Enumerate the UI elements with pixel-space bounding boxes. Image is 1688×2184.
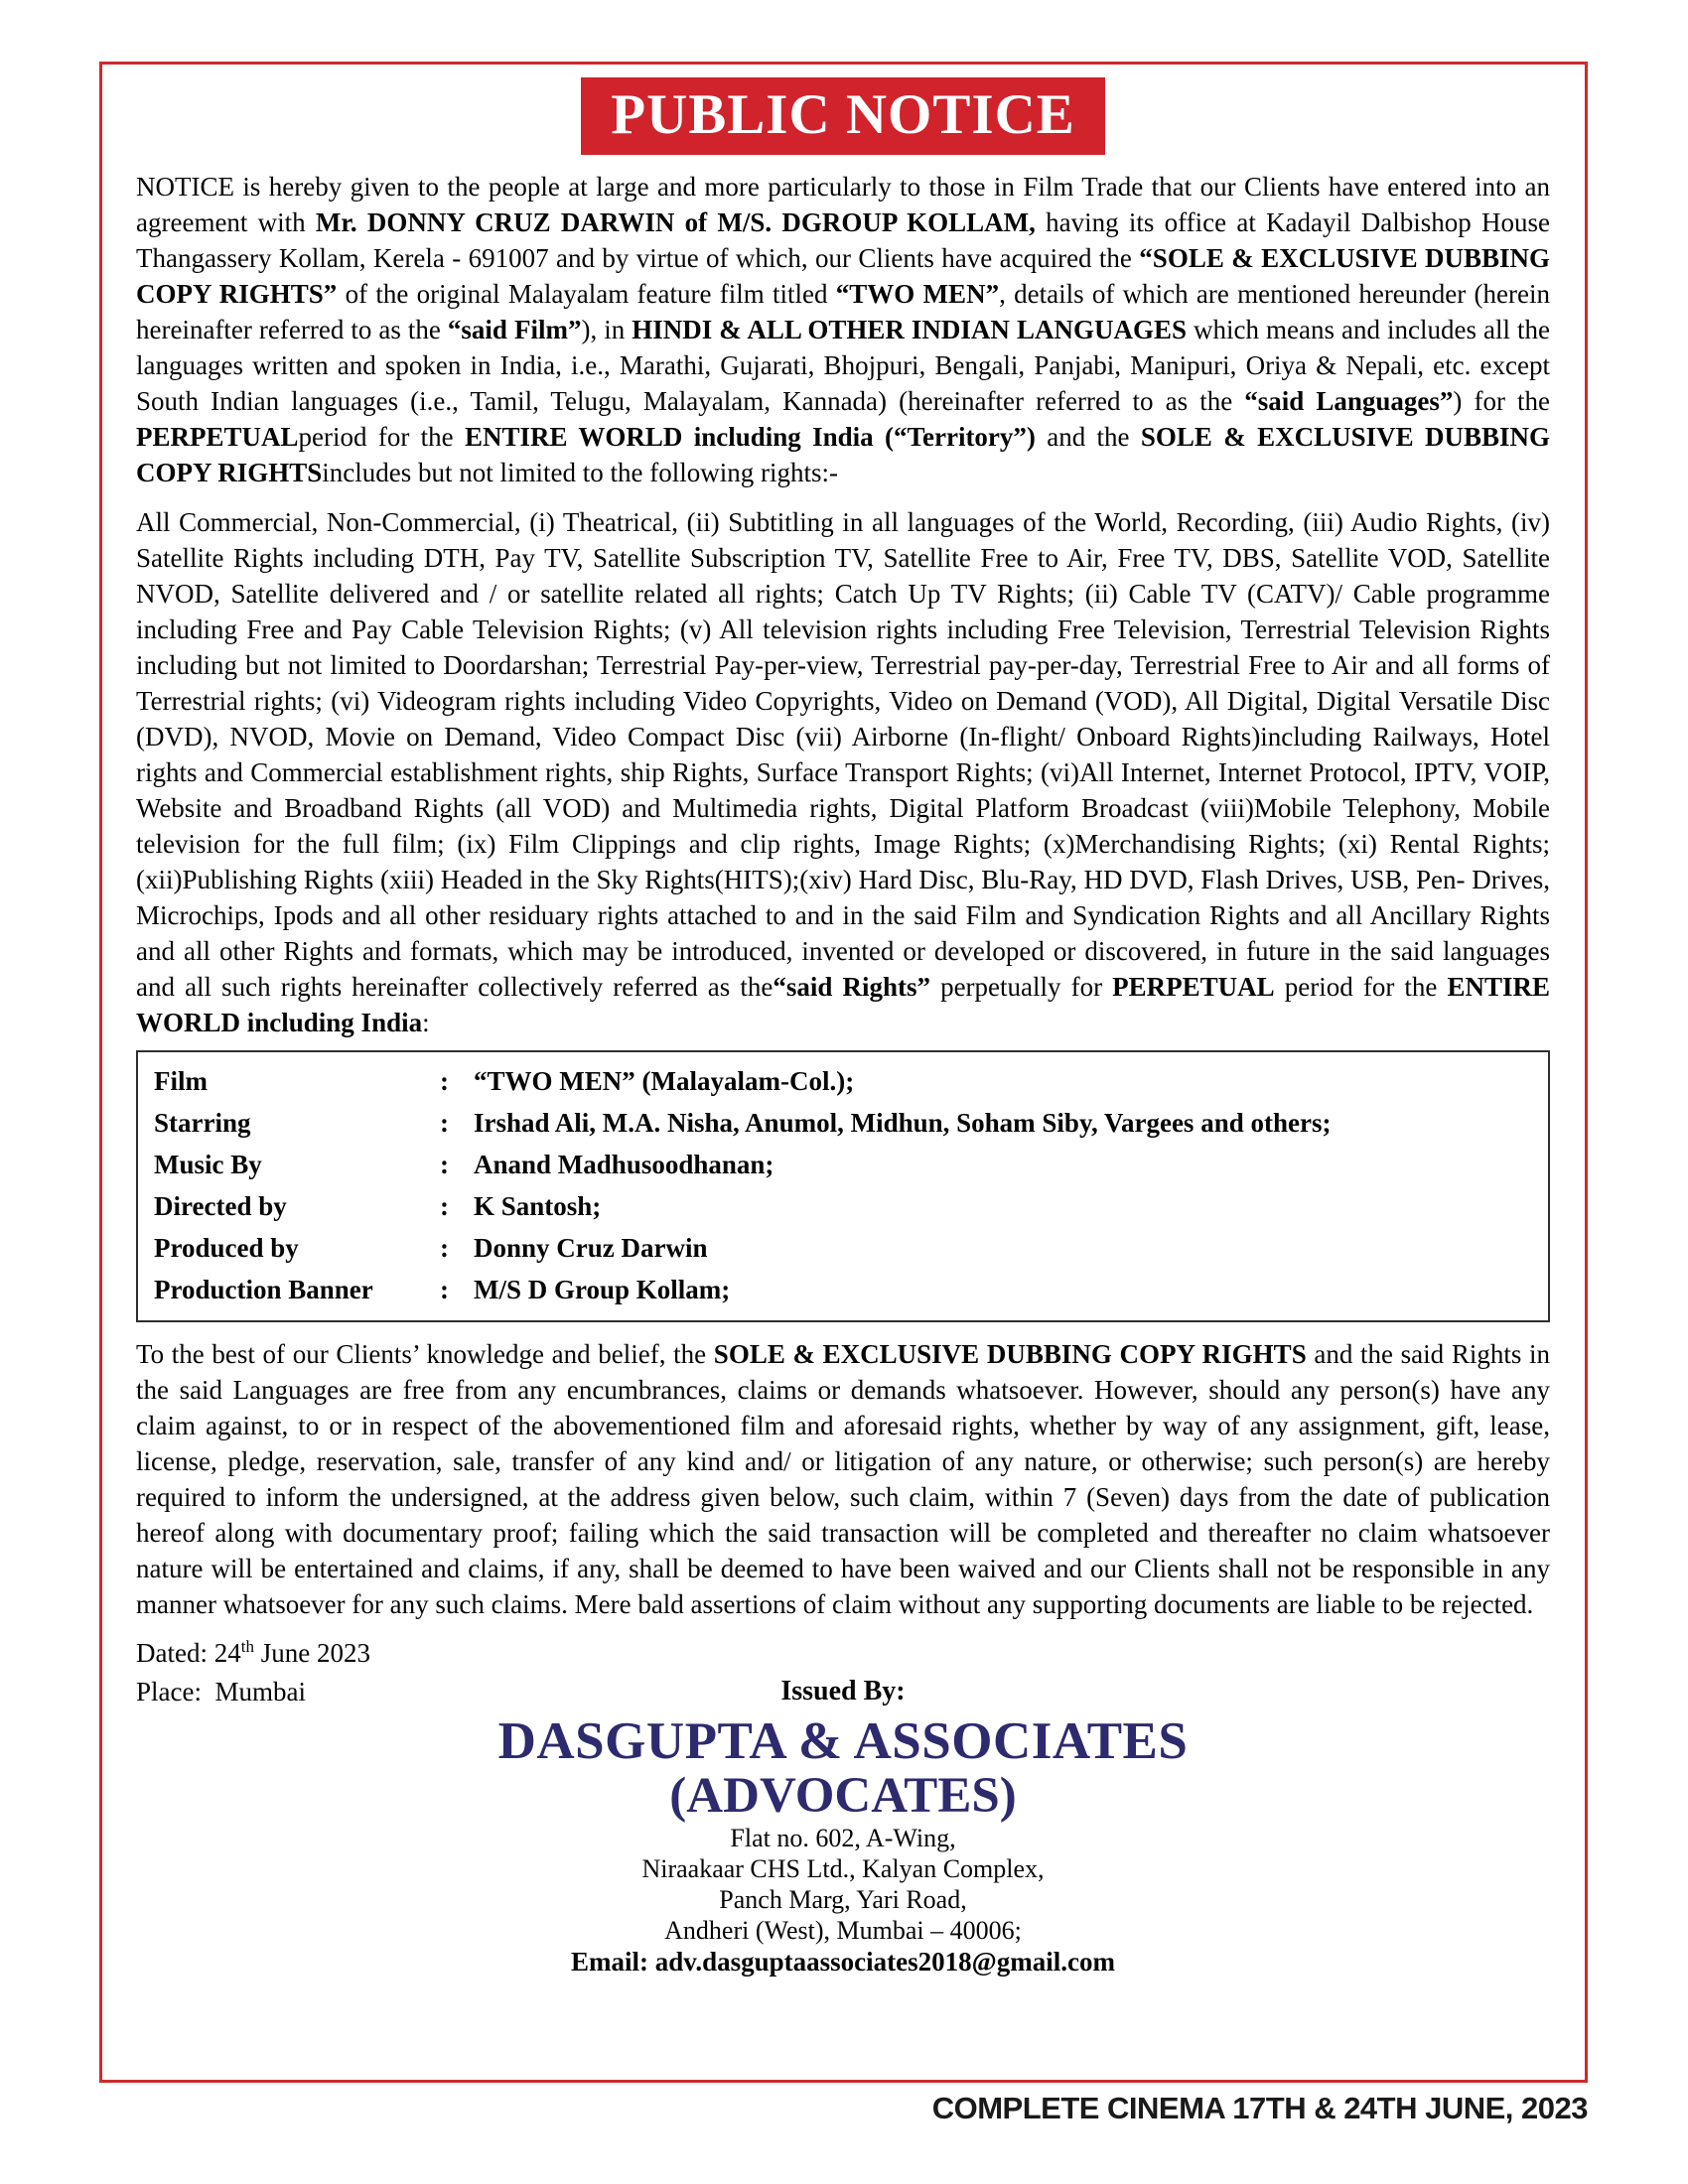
film-row-colon: : [440, 1108, 449, 1138]
film-row-value: Donny Cruz Darwin [474, 1233, 708, 1263]
film-row-label: Music By [154, 1150, 262, 1179]
film-row-value: “TWO MEN” (Malayalam-Col.); [474, 1066, 855, 1096]
claims-paragraph: To the best of our Clients’ knowledge and belief, the SOLE & EXCLUSIVE DUBBING COPY RIGHTS and the said Rights in the said Languages are free from any encumbrances, claims or demands whatsoever. However, should any person(s) have any claim against, to or in respect of the abovementioned film and aforesaid rights, whether by way of any assignment, gift, lease, license, pledge, reservation, sale, transfer of any kind and/ or litigation of any nature, or otherwise; such person(s) are hereby required to inform the undersigned, at the address given below, such claim, within 7 (Seven) days from the date of publication hereof along with documentary proof; failing which the said transaction will be completed and thereafter no claim whatsoever nature will be entertained and claims, if any, shall be deemed to have been waived and our Clients shall not be responsible in any manner whatsoever for any such claims. Mere bald assertions of claim without any supporting documents are liable to be rejected. [136, 1339, 1550, 1619]
film-table-row [154, 1102, 1538, 1144]
film-row-colon: : [440, 1150, 449, 1179]
address-line: Andheri (West), Mumbai – 40006; [664, 1916, 1022, 1945]
banner-row [136, 77, 1550, 155]
address-line: Flat no. 602, A-Wing, [730, 1824, 956, 1852]
film-details-table [136, 1050, 1550, 1322]
film-row-colon: : [440, 1275, 449, 1304]
dated-ordinal-suffix: th [240, 1637, 254, 1656]
film-table-row [154, 1060, 1538, 1102]
rights-list-paragraph: All Commercial, Non-Commercial, (i) Theatrical, (ii) Subtitling in all languages of the World, Recording, (iii) Audio Rights, (iv) Satellite Rights including DTH, Pay TV, Satellite Subscription TV, Satellite Free to Air, Free TV, DBS, Satellite VOD, Satellite NVOD, Satellite delivered and / or satellite related all rights; Catch Up TV Rights; (ii) Cable TV (CATV)/ Cable programme including Free and Pay Cable Television Rights; (v) All television rights including Free Television, Terrestrial Television Rights including but not limited to Doordarshan; Terrestrial Pay-per-view, Terrestrial pay-per-day, Terrestrial Free to Air and all forms of Terrestrial rights; (vi) Videogram rights including Video Copyrights, Video on Demand (VOD), All Digital, Digital Versatile Disc (DVD), NVOD, Movie on Demand, Video Compact Disc (vii) Airborne (In-flight/ Onboard Rights)including Railways, Hotel rights and Commercial establishment rights, ship Rights, Surface Transport Rights; (vi)All Internet, Internet Protocol, IPTV, VOIP, Website and Broadband Rights (all VOD) and Multimedia rights, Digital Platform Broadcast (viii)Mobile Telephony, Mobile television for the full film; (ix) Film Clippings and clip rights, Image Rights; (x)Merchandising Rights; (xi) Rental Rights; (xii)Publishing Rights (xiii) Headed in the Sky Rights(HITS);(xiv) Hard Disc, Blu-Ray, HD DVD, Flash Drives, USB, Pen- Drives, Microchips, Ipods and all other residuary rights attached to and in the said Film and Syndication Rights and all Ancillary Rights and all other Rights and formats, which may be introduced, invented or developed or discovered, in future in the said languages and all such rights hereinafter collectively referred as the“said Rights” perpetually for PERPETUAL period for the ENTIRE WORLD including India: [136, 507, 1550, 1037]
film-table-row [154, 1269, 1538, 1310]
notice-border [99, 62, 1588, 2083]
address-line: Niraakaar CHS Ltd., Kalyan Complex, [641, 1854, 1045, 1883]
dated-line [136, 1634, 1550, 1672]
film-row-value: M/S D Group Kollam; [474, 1275, 731, 1304]
firm-email: Email: adv.dasguptaassociates2018@gmail.com [571, 1947, 1115, 1977]
publication-footer: COMPLETE CINEMA 17TH & 24TH JUNE, 2023 [931, 2091, 1588, 2125]
issued-by-label: Issued By: [780, 1676, 906, 1706]
film-row-label: Production Banner [154, 1275, 373, 1304]
film-row-colon: : [440, 1233, 449, 1263]
film-row-label: Starring [154, 1108, 251, 1138]
film-row-label: Produced by [154, 1233, 299, 1263]
place-line [136, 1672, 1550, 1711]
film-row-value: Anand Madhusoodhanan; [474, 1150, 774, 1179]
firm-address [136, 1823, 1550, 1946]
firm-name: DASGUPTA & ASSOCIATES [497, 1712, 1189, 1770]
film-row-colon: : [440, 1066, 449, 1096]
film-row-label: Directed by [154, 1191, 287, 1221]
intro-paragraph: NOTICE is hereby given to the people at large and more particularly to those in Film Trade that our Clients have entered into an agreement with Mr. DONNY CRUZ DARWIN of M/S. DGROUP KOLLAM, having its office at Kadayil Dalbishop House Thangassery Kollam, Kerela - 691007 and by virtue of which, our Clients have acquired the “SOLE & EXCLUSIVE DUBBING COPY RIGHTS” of the original Malayalam feature film titled “TWO MEN”, details of which are mentioned hereunder (herein hereinafter referred to as the “said Film”), in HINDI & ALL OTHER INDIAN LANGUAGES which means and includes all the languages written and spoken in India, i.e., Marathi, Gujarati, Bhojpuri, Bengali, Panjabi, Manipuri, Oriya & Nepali, etc. except South Indian languages (i.e., Tamil, Telugu, Malayalam, Kannada) (hereinafter referred to as the “said Languages”) for the PERPETUALperiod for the ENTIRE WORLD including India (“Territory”) and the SOLE & EXCLUSIVE DUBBING COPY RIGHTSincludes but not limited to the following rights:- [136, 172, 1551, 487]
public-notice-banner: PUBLIC NOTICE [581, 77, 1105, 155]
film-row-colon: : [440, 1191, 449, 1221]
film-table-row [154, 1144, 1538, 1185]
film-row-value: K Santosh; [474, 1191, 602, 1221]
film-row-value: Irshad Ali, M.A. Nisha, Anumol, Midhun, Soham Siby, Vargees and others; [474, 1108, 1332, 1138]
address-line: Panch Marg, Yari Road, [719, 1885, 967, 1914]
dated-suffix: June 2023 [253, 1638, 370, 1668]
firm-subtitle: (ADVOCATES) [669, 1768, 1017, 1824]
dated-prefix: Dated: 24 [136, 1638, 241, 1668]
film-table-row [154, 1227, 1538, 1269]
film-table-row [154, 1185, 1538, 1227]
place-text: Place: Mumbai [136, 1677, 306, 1706]
film-row-label: Film [154, 1066, 208, 1096]
